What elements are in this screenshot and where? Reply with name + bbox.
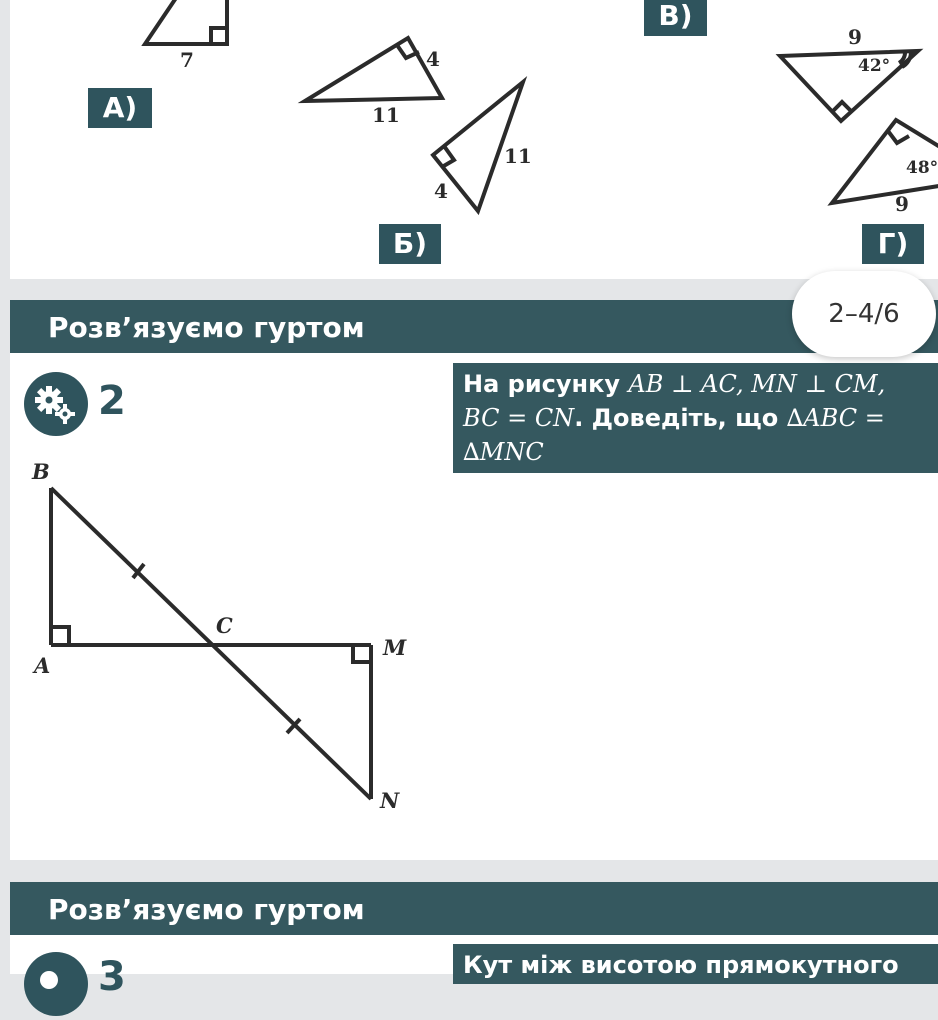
triangle-v-side-label: 9	[848, 25, 862, 49]
vertex-m-label: M	[383, 635, 407, 660]
problem-lead: На рисунку	[463, 370, 629, 398]
triangle-v	[780, 51, 918, 121]
task-2-card	[10, 300, 938, 860]
triangle-a	[145, 0, 227, 44]
triangle-b1-leg-label: 4	[426, 47, 440, 71]
vertex-n-label: N	[380, 788, 400, 813]
triangle-b1	[305, 38, 442, 101]
option-g-label[interactable]: Г)	[862, 224, 924, 264]
triangle-a-base-label: 7	[180, 48, 194, 72]
vertex-c-label: C	[216, 613, 233, 638]
problem-math-2: BC = CN	[463, 404, 575, 432]
triangle-b1-hyp-label: 11	[372, 103, 400, 127]
task-number: 3	[98, 954, 126, 1000]
problem-mid: . Доведіть, що	[574, 404, 787, 432]
problem-math-3: ∆ABC =	[786, 404, 885, 432]
triangle-b2-leg-label: 4	[434, 179, 448, 203]
option-v-label[interactable]: В)	[644, 0, 707, 36]
option-b-label[interactable]: Б)	[379, 224, 441, 264]
triangle-g-side-label: 9	[895, 192, 909, 216]
task-number: 2	[98, 378, 126, 424]
triangle-figures	[10, 0, 938, 279]
problem-math-1: AB ⊥ AC, MN ⊥ CM,	[628, 370, 886, 398]
option-a-label[interactable]: А)	[88, 88, 152, 128]
gears-icon	[24, 952, 88, 1016]
triangle-v-angle-label: 42°	[858, 56, 891, 76]
section-header: Розв’язуємо гуртом	[10, 300, 938, 353]
vertex-b-label: B	[32, 459, 50, 484]
gears-icon	[24, 372, 88, 436]
problem-statement	[453, 363, 938, 473]
problem-math-4: ∆MNC	[463, 438, 544, 466]
geometry-figure	[10, 450, 450, 830]
triangle-b2-hyp-label: 11	[504, 144, 532, 168]
answer-options-card	[10, 0, 938, 279]
task-3-card	[10, 882, 938, 1000]
page-indicator: 2–4/6	[792, 271, 936, 357]
vertex-a-label: A	[34, 653, 51, 678]
triangle-g-angle-label: 48°	[906, 158, 938, 178]
problem-statement: Кут між висотою прямокутного	[453, 944, 938, 984]
section-header: Розв’язуємо гуртом	[10, 882, 938, 935]
